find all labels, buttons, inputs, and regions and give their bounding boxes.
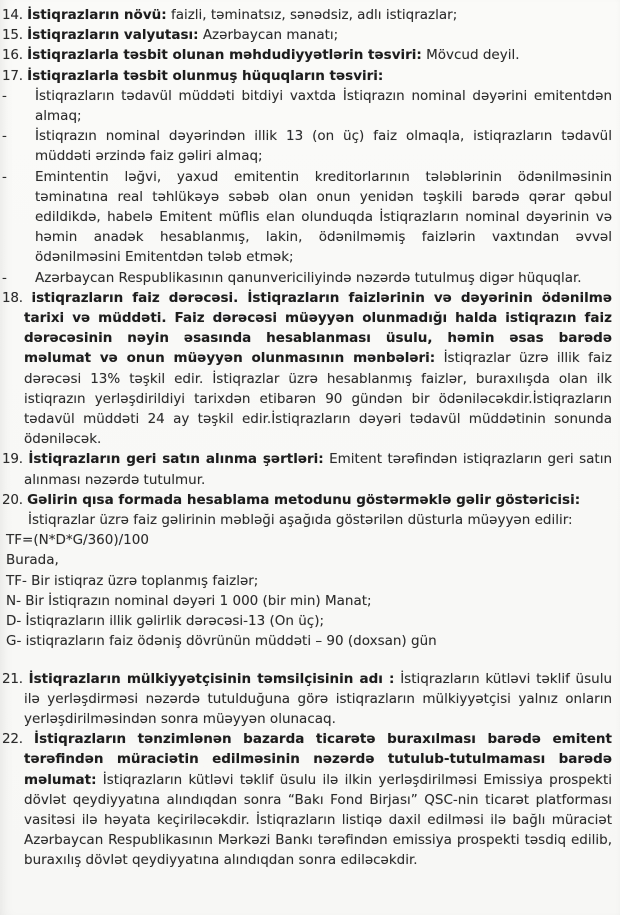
item-15-text: Azərbaycan manatı; [202, 27, 339, 44]
item-14-text: faizli, təminatsız, sənədsiz, adlı istiqrazlar; [170, 7, 458, 23]
right-bullet-1 [2, 86, 612, 126]
item-22 [2, 729, 612, 870]
item-14 [2, 5, 612, 25]
right-bullet-4-text: Azərbaycan Respublikasının qanunvericiliyində nəzərdə tutulmuş digər hüquqlar. [35, 269, 582, 286]
item-21-text: İstiqrazların kütləvi təklif üsulu ilə yerləşdirməsi nəzərdə tutulduğuna görə istiqrazların mülkiyyətçisi yalnız onların yerləşdirilməsindən sonra müəyyən olunacaq. [24, 670, 613, 727]
formula-line-5: D- İstiqrazların illik gəlirlik dərəcəsi-13 (On üç); [6, 613, 325, 630]
item-15-number: 15. [2, 27, 23, 44]
item-15 [2, 25, 612, 45]
item-15-label: İstiqrazların valyutası: [27, 27, 199, 44]
item-19 [2, 449, 612, 489]
item-14-number: 14. [2, 7, 23, 23]
item-17-number: 17. [2, 67, 23, 84]
right-bullet-3-text: Emintentin ləğvi, yaxud emitentin kreditorlarının tələblərinin ödənilməsinin təminatına real təhlükəyə səbəb olan onun yenidən təşkili barədə qərar qəbul edildikdə, habelə Emitent müflis elan olunduqda İstiqrazların nominal dəyərinin və həmin anadək hesablanmış, lakin, ödənilməmiş faizlərin vaxtından əvvəl ödənilməsini Emitentdən tələb etmək; [35, 168, 612, 266]
item-18-label: istiqrazların faiz dərəcəsi. İstiqrazların faizlərinin və dəyərinin ödənilmə tarixi və müddəti. Faiz dərəcəsi müəyyən olunmadığı halda istiqrazın faiz dərəcəsinin nəyin əsasında hesablanması üsulu, həmin əsas barədə məlumat və onun müəyyən olunmasının mənbələri: [24, 289, 612, 367]
item-18 [2, 288, 612, 450]
item-22-label: İstiqrazların tənzimlənən bazarda ticarətə buraxılması barədə emitent tərəfindən müraciətin edilməsinin nəzərdə tutulub-tutulmaması barədə məlumat: [24, 731, 613, 788]
item-17 [2, 66, 612, 86]
item-17-label: İstiqrazlarla təsbit olunmuş hüquqların təsviri: [27, 67, 384, 84]
item-16 [2, 45, 612, 65]
right-bullet-1-text: İstiqrazların tədavül müddəti bitdiyi vaxtda İstiqrazın nominal dəyərini emitentdən almaq; [35, 87, 612, 125]
formula-line-1: TF=(N*D*G/360)/100 [6, 532, 149, 549]
right-bullet-4 [2, 268, 612, 288]
right-bullet-2 [2, 126, 612, 166]
formula-line-2: Burada, [6, 552, 59, 569]
item-20 [2, 490, 612, 510]
dash-bullet-marker: - [2, 168, 7, 185]
item-20-label: Gəlirin qısa formada hesablama metodunu göstərməklə gəlir göstəricisi: [27, 491, 581, 508]
item-16-label: İstiqrazlarla təsbit olunan məhdudiyyətlərin təsviri: [27, 47, 422, 64]
dash-bullet-marker: - [2, 269, 7, 286]
item-20-intro: İstiqrazlar üzrə faiz gəlirinin məbləği aşağıda göstərilən düsturla müəyyən edilir: [28, 512, 573, 529]
right-bullet-3 [2, 167, 612, 268]
item-22-number: 22. [2, 731, 23, 748]
item-18-text: İstiqrazlar üzrə illik faiz dərəcəsi 13% təşkil edir. İstiqrazlar üzrə hesablanmış faizlər, buraxılışda olan ilk istiqrazın yerləşdirildiyi tarixdən etibarən 90 gündən bir ödəniləcəkdir.İstiqrazların tədavül müddəti 24 ay təşkil edir.İstiqrazların dəyəri tədavül müddətinin sonunda ödəniləcək. [24, 350, 612, 448]
right-bullet-2-text: İstiqrazın nominal dəyərindən illik 13 (on üç) faiz olmaqla, istiqrazların tədavül müddəti ərzində faiz gəliri almaq; [35, 128, 612, 165]
formula-line-3: TF- Bir istiqraz üzrə toplanmış faizlər; [6, 572, 259, 589]
dash-bullet-marker: - [2, 128, 7, 145]
item-14-label: İstiqrazların növü: [27, 7, 167, 23]
formula-line-6: G- istiqrazların faiz ödəniş dövrünün müddəti – 90 (doxsan) gün [6, 633, 437, 650]
item-18-number: 18. [2, 289, 23, 306]
item-16-text: Mövcud deyil. [426, 47, 520, 64]
formula-line-4: N- Bir İstiqrazın nominal dəyəri 1 000 (bir min) Manat; [6, 592, 372, 609]
item-22-text: İstiqrazların kütləvi təklif üsulu ilə ilkin yerləşdirilməsi Emissiya prospekti dövlət qeydiyyatına alındıqdan sonra “Bakı Fond Birjası” QSC-nin ticarət platforması vasitəsi ilə həyata keçiriləcəkdir. İstiqrazların listiqə daxil edilməsi ilə bağlı müraciət Azərbaycan Respublikasının Mərkəzi Bankı tərəfindən emissiya prospekti təsdiq edilib, buraxılış dövlət qeydiyyatına alındıqdan sonra ediləcəkdir. [24, 771, 613, 869]
item-16-number: 16. [2, 47, 23, 64]
dash-bullet-marker: - [2, 87, 7, 104]
item-19-label: İstiqrazların geri satın alınma şərtləri: [28, 451, 324, 468]
item-21-number: 21. [2, 670, 23, 687]
item-21-label: İstiqrazların mülkiyyətçisinin təmsilçisinin adı : [28, 670, 395, 687]
item-20-number: 20. [2, 491, 23, 508]
item-21 [2, 669, 612, 730]
item-19-text: Emitent tərəfindən istiqrazların geri satın alınması nəzərdə tutulmur. [24, 451, 612, 488]
item-19-number: 19. [2, 451, 23, 468]
